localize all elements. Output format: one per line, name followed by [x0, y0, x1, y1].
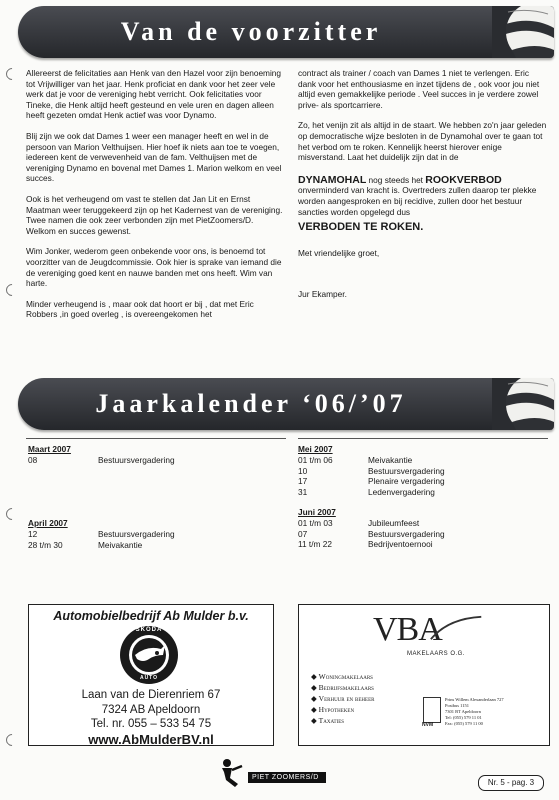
address-line: Prins Willem Alexanderlaan 727: [445, 697, 504, 702]
calendar-row: [28, 455, 278, 465]
bullet-icon: ◆: [311, 683, 319, 692]
calendar-event: Ledenvergadering: [368, 486, 435, 497]
calendar-row: [298, 518, 548, 528]
nvm-logo-text: NVM: [422, 722, 434, 728]
paragraph-text: onverminderd van kracht is. Overtreders zullen daarop ter plekke worden aangesproken en bij recidive, zullen door het bestuur sancties worden opgelegd dus: [298, 185, 537, 217]
punch-hole: [4, 282, 21, 299]
calendar-date: 12: [28, 529, 38, 540]
paragraph: Minder verheugend is , maar ook dat hoort er bij , dat met Eric Robbers ,in goed overleg , is overeengekomen het: [26, 298, 254, 320]
calendar-date: 31: [298, 486, 308, 497]
voorzitter-banner: [18, 6, 554, 58]
calendar-month: [298, 444, 548, 497]
voorzitter-left-column: [26, 68, 284, 320]
voorzitter-right-column: [298, 68, 548, 299]
ad-phone: Tel. nr. 055 – 533 54 75: [90, 718, 212, 730]
punch-hole: [4, 732, 21, 749]
kalender-title: Jaarkalender ‘06/’07: [95, 389, 407, 418]
month-heading: Mei 2007: [298, 444, 333, 454]
page-number: Nr. 5 - pag. 3: [478, 775, 544, 791]
voorzitter-title: Van de voorzitter: [120, 17, 382, 46]
bullet-icon: ◆: [311, 716, 319, 725]
calendar-event: Plenaire vergadering: [368, 476, 445, 487]
calendar-right: [298, 444, 548, 550]
ad-vba-makelaars: [298, 604, 550, 746]
rookverbod-label: ROOKVERBOD: [425, 173, 502, 186]
paragraph: Zo, het venijn zit als altijd in de staart. We hebben zo'n jaar geleden op democratische wijze besloten in de Dynamohal over te gaan tot het verbod om te roken. Kennelijk heerst hierover enige misverstand. Laat het duidelijk zijn dat in de: [298, 120, 547, 163]
ad-website[interactable]: www.AbMulderBV.nl: [88, 732, 214, 747]
volleyball-icon: [492, 6, 554, 58]
skoda-logo-text-bottom: AUTO: [139, 675, 159, 681]
paragraph: Blij zijn we ook dat Dames 1 weer een manager heeft en wel in de persoon van Marion Velthuijsen. Hier hoef ik niets aan toe te voegen, iedereen kent de verwevenheid van de fam. Velthuijsen met de vereniging Dynamo en bovenal met Dames 1. Marion welkom en veel succes.: [26, 130, 282, 184]
volleyball-icon: [492, 378, 554, 430]
calendar-row: [298, 529, 548, 539]
month-heading: Juni 2007: [298, 507, 336, 518]
bullet-icon: ◆: [311, 672, 319, 681]
verboden-te-roken: VERBODEN TE ROKEN.: [298, 221, 424, 234]
club-logo-icon: [218, 758, 248, 788]
calendar-row: [28, 540, 278, 550]
address-line: Tel: (055) 579 11 01: [445, 715, 482, 720]
service-label: Hypotheken: [318, 705, 355, 714]
nvm-logo: [422, 697, 441, 728]
calendar-row: [298, 487, 548, 497]
ad-company-name: Automobielbedrijf Ab Mulder b.v.: [53, 609, 249, 623]
vba-address: [445, 697, 504, 727]
skoda-logo-text-top: SKODA: [135, 627, 163, 633]
vba-swoosh-icon: [429, 615, 485, 643]
calendar-event: Bestuursvergadering: [98, 529, 175, 540]
smoking-paragraph: [298, 175, 548, 217]
calendar-row: [298, 455, 548, 465]
service-label: Verhuur en beheer: [318, 694, 375, 703]
paragraph-text: nog steeds het: [366, 174, 426, 185]
divider: [298, 438, 548, 439]
calendar-month: [28, 518, 278, 550]
calendar-date: 11 t/m 22: [298, 539, 332, 550]
paragraph: Allereerst de felicitaties aan Henk van den Hazel voor zijn benoeming tot Vrijwilliger van het jaar. Henk proficiat en dank voor het zeer vele werk dat je voor de vereniging hebt verricht. Ook felicitaties voor Tineke, die Henk altijd heeft gesteund en vele uren en dagen alleen heeft gezeten omdat Henk actief was voor Dynamo.: [26, 68, 282, 121]
vba-subtitle: MAKELAARS O.G.: [407, 651, 466, 657]
calendar-row: [298, 466, 548, 476]
calendar-month: [28, 444, 278, 466]
paragraph: contract als trainer / coach van Dames 1 niet te verlengen. Eric dank voor het enthousiasme en inzet tijdens de , ook voor jou niet altijd even gemakkelijke periode . Veel succes in je verdere zowel prive- als sportcarriere.: [298, 68, 540, 110]
calendar-date: 01 t/m 06: [298, 455, 333, 466]
footer-club-name: PIET ZOOMERS/D: [248, 772, 326, 783]
service-label: Bedrijfsmakelaars: [318, 683, 374, 692]
calendar-row: [298, 476, 548, 486]
paragraph: Ook is het verheugend om vast te stellen dat Jan Lit en Ernst Maatman weer teruggekeerd zijn op het Kadernest van de vereniging. Twee namen die ook zeer verbonden zijn met PietZoomers/D. Welkom en succes gewenst.: [26, 193, 283, 236]
service-item: [311, 715, 375, 726]
kalender-banner: [18, 378, 554, 430]
calendar-row: [28, 529, 278, 539]
calendar-event: Bestuursvergadering: [368, 465, 445, 476]
service-item: [311, 693, 375, 704]
calendar-event: Bestuursvergadering: [368, 528, 445, 539]
punch-hole: [4, 506, 21, 523]
signature: Jur Ekamper.: [298, 288, 347, 299]
ad-street: Laan van de Dierenriem 67: [81, 689, 221, 701]
calendar-date: 08: [28, 455, 38, 466]
service-item: [311, 671, 375, 682]
calendar-event: Bedrijventoernooi: [368, 539, 433, 550]
calendar-left: [28, 444, 278, 550]
calendar-event: Meivakantie: [98, 539, 143, 550]
dynamohal-label: DYNAMOHAL: [298, 173, 367, 186]
calendar-event: Meivakantie: [368, 455, 413, 466]
calendar-date: 10: [298, 465, 308, 476]
calendar-date: 28 t/m 30: [28, 539, 63, 550]
calendar-date: 01 t/m 03: [298, 518, 333, 529]
month-heading: April 2007: [28, 517, 68, 528]
month-heading: Maart 2007: [28, 444, 71, 454]
ad-ab-mulder: [28, 604, 274, 746]
calendar-date: 07: [298, 528, 308, 539]
divider: [26, 438, 286, 439]
punch-hole: [4, 66, 21, 83]
service-item: [311, 682, 375, 693]
service-item: [311, 704, 375, 715]
calendar-month: [298, 507, 548, 550]
vba-logo: VBA: [373, 611, 442, 648]
ad-city: 7324 AB Apeldoorn: [101, 704, 201, 716]
bullet-icon: ◆: [311, 705, 319, 714]
calendar-date: 17: [298, 476, 308, 487]
calendar-row: [298, 539, 548, 549]
address-line: Fax: (055) 579 11 00: [445, 721, 483, 726]
bullet-icon: ◆: [311, 694, 319, 703]
address-line: 7301 BT Apeldoorn: [445, 709, 481, 714]
vba-services: [311, 671, 375, 726]
service-label: Taxaties: [318, 716, 345, 725]
service-label: Woningmakelaars: [318, 672, 373, 681]
greeting: Met vriendelijke groet,: [298, 248, 380, 259]
calendar-event: Jubileumfeest: [368, 518, 420, 529]
paragraph: Wim Jonker, wederom geen onbekende voor ons, is benoemd tot voorzitter van de Jeugdcommissie. Ook hier is sprake van iemand die de vereniging goed kent en nauwe banden met ons heeft. Wim van harte.: [26, 246, 282, 289]
calendar-event: Bestuursvergadering: [98, 455, 175, 466]
address-line: Postbus 1151: [445, 703, 469, 708]
